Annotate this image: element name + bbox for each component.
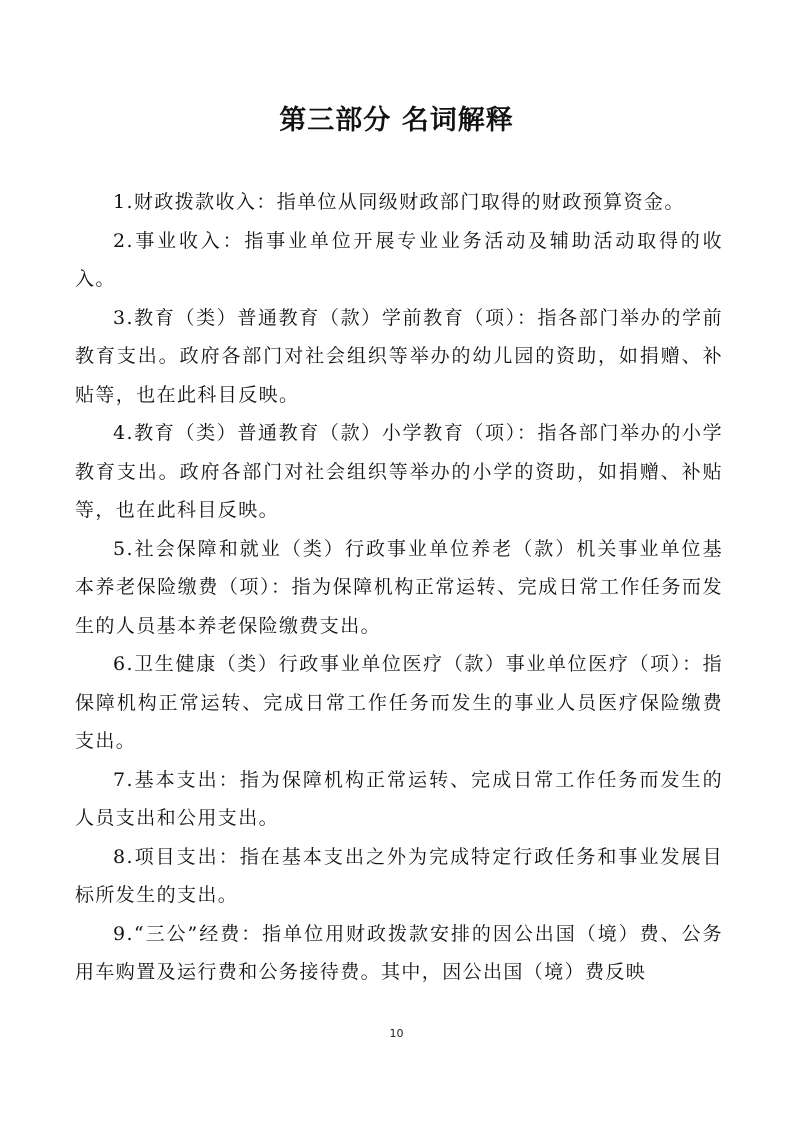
definition-paragraph-7: 7.基本支出：指为保障机构正常运转、完成日常工作任务而发生的人员支出和公用支出。 bbox=[75, 768, 723, 829]
page-number: 10 bbox=[389, 1027, 404, 1040]
definition-paragraph-4: 4.教育（类）普通教育（款）小学教育（项）：指各部门举办的小学教育支出。政府各部门对社会组织等举办的小学的资助，如捐赠、补贴等，也在此科目反映。 bbox=[75, 422, 723, 521]
page-title: 第三部分 名词解释 bbox=[279, 105, 514, 136]
definition-paragraph-1: 1.财政拨款收入：指单位从同级财政部门取得的财政预算资金。 bbox=[113, 191, 685, 213]
document-body bbox=[75, 183, 723, 992]
definition-paragraph-3: 3.教育（类）普通教育（款）学前教育（项）：指各部门举办的学前教育支出。政府各部门对社会组织等举办的幼儿园的资助，如捐赠、补贴等，也在此科目反映。 bbox=[75, 306, 723, 406]
definition-paragraph-6: 6.卫生健康（类）行政事业单位医疗（款）事业单位医疗（项）：指保障机构正常运转、完成日常工作任务而发生的事业人员医疗保险缴费支出。 bbox=[75, 653, 723, 752]
definition-paragraph-9: 9.“三公”经费：指单位用财政拨款安排的因公出国（境）费、公务用车购置及运行费和公务接待费。其中，因公出国（境）费反映 bbox=[75, 922, 723, 983]
definition-paragraph-8: 8.项目支出：指在基本支出之外为完成特定行政任务和事业发展目标所发生的支出。 bbox=[75, 845, 723, 906]
definition-paragraph-5: 5.社会保障和就业（类）行政事业单位养老（款）机关事业单位基本养老保险缴费（项）：指为保障机构正常运转、完成日常工作任务而发生的人员基本养老保险缴费支出。 bbox=[75, 537, 723, 637]
definition-paragraph-2: 2.事业收入：指事业单位开展专业业务活动及辅助活动取得的收入。 bbox=[75, 229, 723, 290]
